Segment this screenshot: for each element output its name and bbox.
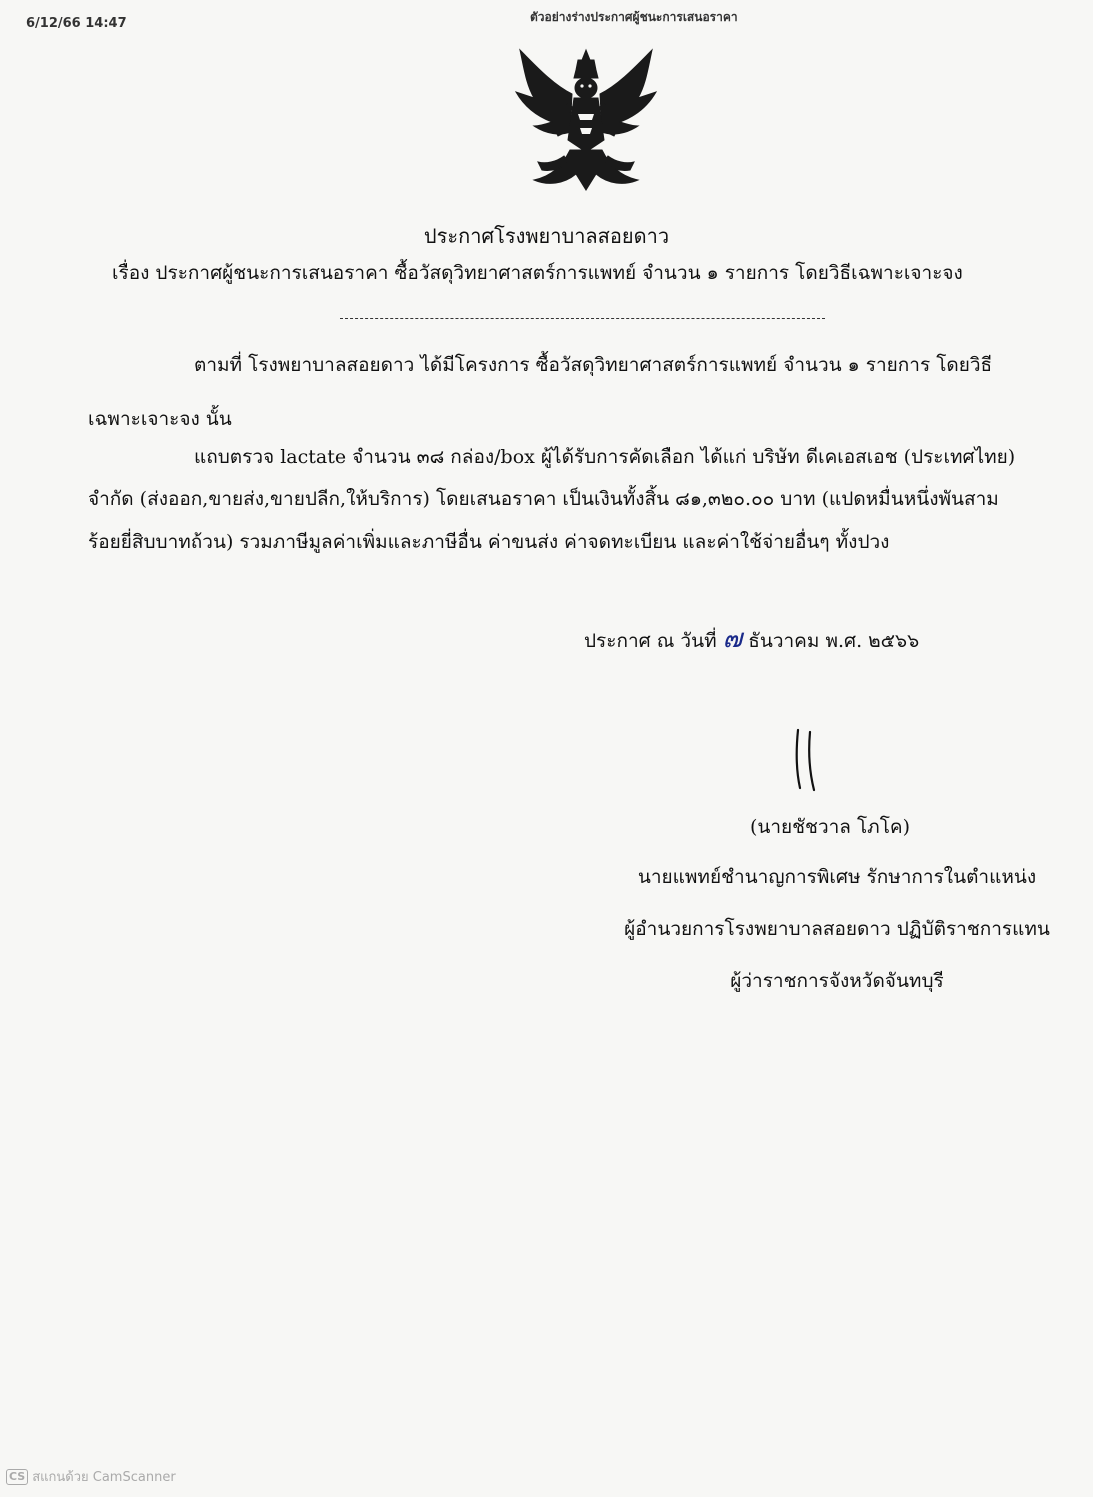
announcement-date <box>584 618 919 659</box>
document-subject: เรื่อง ประกาศผู้ชนะการเสนอราคา ซื้อวัสดุวิทยาศาสตร์การแพทย์ จำนวน ๑ รายการ โดยวิธีเฉพาะเจาะจง <box>112 262 963 284</box>
date-day: ๗ <box>722 624 743 653</box>
document-title: ประกาศโรงพยาบาลสอยดาว <box>423 224 670 248</box>
date-prefix: ประกาศ ณ วันที่ <box>584 630 717 652</box>
camscanner-watermark <box>6 1466 176 1487</box>
signature-mark <box>786 726 826 796</box>
signatory-position-line-3: ผู้ว่าราชการจังหวัดจันทบุรี <box>730 970 944 992</box>
signatory-position-line-1: นายแพทย์ชำนาญการพิเศษ รักษาการในตำแหน่ง <box>637 866 1037 888</box>
divider <box>340 318 825 319</box>
paragraph-1-line-2: เฉพาะเจาะจง นั้น <box>88 408 232 430</box>
paragraph-2-line-3: ร้อยยี่สิบบาทถ้วน) รวมภาษีมูลค่าเพิ่มและภาษีอื่น ค่าขนส่ง ค่าจดทะเบียน และค่าใช้จ่ายอื่นๆ ทั้งปวง <box>88 531 890 553</box>
camscanner-logo-icon: CS <box>6 1469 28 1485</box>
paragraph-2-line-2: จำกัด (ส่งออก,ขายส่ง,ขายปลีก,ให้บริการ) โดยเสนอราคา เป็นเงินทั้งสิ้น ๘๑,๓๒๐.๐๐ บาท (แปดหมื่นหนึ่งพันสาม <box>88 488 999 510</box>
signatory-name: (นายชัชวาล โภโค) <box>749 816 911 838</box>
paragraph-2-line-1: แถบตรวจ lactate จำนวน ๓๘ กล่อง/box ผู้ได้รับการคัดเลือก ได้แก่ บริษัท ดีเคเอสเอช (ประเทศไทย) <box>194 446 1016 468</box>
draft-label: ตัวอย่างร่างประกาศผู้ชนะการเสนอราคา <box>530 10 738 24</box>
date-suffix: ธันวาคม พ.ศ. ๒๕๖๖ <box>748 630 920 652</box>
garuda-emblem-icon <box>512 44 660 204</box>
camscanner-text: สแกนด้วย CamScanner <box>32 1470 176 1485</box>
paragraph-1-line-1: ตามที่ โรงพยาบาลสอยดาว ได้มีโครงการ ซื้อวัสดุวิทยาศาสตร์การแพทย์ จำนวน ๑ รายการ โดยวิธี <box>194 354 993 376</box>
print-timestamp: 6/12/66 14:47 <box>26 16 127 31</box>
signatory-position-line-2: ผู้อำนวยการโรงพยาบาลสอยดาว ปฏิบัติราชการแทน <box>624 918 1050 940</box>
